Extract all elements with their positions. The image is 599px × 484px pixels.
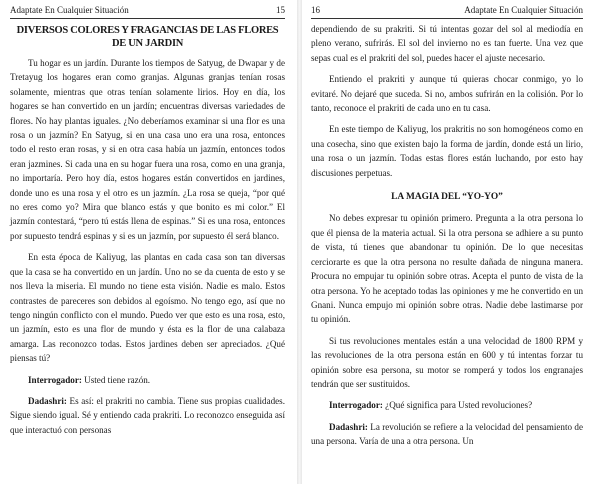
dialog-text: Es así: el prakriti no cambia. Tiene sus propias cualidades. Sigue siendo igual. Sé y entiendo cada prakriti. Lo reconozco enseguida así que interactuó con personas (10, 395, 285, 435)
left-page (0, 0, 299, 484)
left-page-header (10, 3, 285, 17)
left-page-number: 15 (276, 5, 285, 15)
paragraph: dependiendo de su prakriti. Si tú intentas gozar del sol al mediodía en pleno verano, sufrirás. El sol del invierno no es tan fuerte. Una vez que sepas cual es el prakriti del sol, puedes hacer el ajuste necesario. (311, 24, 583, 63)
right-page-header (311, 3, 583, 17)
dialog-line (10, 373, 285, 387)
speaker-label: Dadashri: (329, 421, 368, 432)
dialog-text: La revolución se refiere a la velocidad del pensamiento de una persona. Varía de una a otra persona. Un (311, 421, 583, 447)
dialog-line (311, 398, 583, 412)
chapter-title: DIVERSOS COLORES Y FRAGANCIAS DE LAS FLORES DE UN JARDIN (16, 25, 279, 49)
right-page (299, 0, 599, 484)
right-running-title: Adaptate En Cualquier Situación (464, 5, 583, 15)
left-page-body (10, 22, 285, 437)
right-header-rule (311, 18, 583, 19)
right-page-number: 16 (311, 5, 320, 15)
paragraph: Entiendo el prakriti y aunque tú quieras chocar conmigo, yo lo evitaré. No dejaré que suceda. Si no, ambos sufrirán en la colisión. Por lo tanto, reconoce el prakriti de cada uno en tu casa. (311, 74, 583, 114)
dialog-line (10, 394, 285, 437)
left-running-title: Adaptate En Cualquier Situación (10, 5, 129, 15)
paragraph: No debes expresar tu opinión primero. Pregunta a la otra persona lo que él piensa de la materia actual. Si la otra persona se adhiere a su punto de vista, tú tienes que abandonar tu opinión. De lo que necesitas cerciorarte es que la otra persona no resulte dañada de ninguna manera. Procura no empujar tu opinión sobre otras. Acepta el punto de vista de la otra persona. Yo he aceptado todas las opiniones y me he convertido en un Gnani. Nunca empujo mi opinión sobre otras. Nadie debe lastimarse por tu opinión. (311, 213, 583, 325)
dialog-text: ¿Qué significa para Usted revoluciones? (385, 400, 533, 411)
dialog-text: Usted tiene razón. (84, 374, 151, 385)
speaker-label: Dadashri: (28, 395, 67, 406)
paragraph: Tu hogar es un jardín. Durante los tiempos de Satyug, de Dwapar y de Tretayug los hogares eran como granjas. Algunas granjas tenían rosas solamente, mientras que otras tenían solamente lirios. Hoy en día, los hogares se han convertido en un jardín; encuentras diversas variedades de flores. No hay plantas iguales. ¿No deberíamos examinar si una flor es una rosa o un jazmín? En Satyug, si en una casa uno era una rosa, entonces todo el resto eran rosas, y si en otra casa había un jazmín, entonces todos eran jazmines. Si cada una en su hogar fuera una rosa, como en una granja, no importaría. Pero hoy día, estos hogares están convertidos en jardines, donde uno es una rosa y el otro es un jazmín. ¿La rosa se queja, “por qué no eres como yo? Mira que blanco estás y que bonito es mi color.” El jazmín contestará, “pero tú estás llena de espinas.” Si es una rosa, entonces por supuesto tendrá espinas y si es un jazmín, por supuesto él será blanco. (10, 58, 285, 241)
paragraph: En este tiempo de Kaliyug, los prakritis no son homogéneos como en una cosecha, sino que existen bajo la forma de jardín, donde está un lirio, una rosa o un jazmín. Todas estas flores están luchando, por esto hay discusiones perpetuas. (311, 124, 583, 178)
paragraph: En esta época de Kaliyug, las plantas en cada casa son tan diversas que la casa se ha convertido en un jardín. Uno no se da cuenta de esto y se nos lleva la miseria. El mundo no tiene esta visión. Nadie es malo. Estos contrastes de pareceres son debidos al egoísmo. No tengo ego, así que no tengo ningún conflicto con el mundo. Puedo ver que esto es una rosa, esto, un jazmín, esto es una flor de mundo y ésta es la flor de una calabaza amarga. Las reconozco todas. Estos jardines deben ser apreciados. ¿Qué piensas tú? (10, 252, 285, 364)
left-header-rule (10, 18, 285, 19)
speaker-label: Interrogador: (329, 400, 383, 411)
dialog-line (311, 420, 583, 449)
section-title: LA MAGIA DEL “YO-YO” (391, 192, 503, 203)
right-page-body (311, 22, 583, 449)
paragraph: Si tus revoluciones mentales están a una velocidad de 1800 RPM y las revoluciones de la otra persona están en 600 y tú intentas forzar tu opinión sobre esa persona, su motor se romperá y todos los engranajes tendrán que ser sustituidos. (311, 335, 583, 389)
speaker-label: Interrogador: (28, 374, 82, 385)
